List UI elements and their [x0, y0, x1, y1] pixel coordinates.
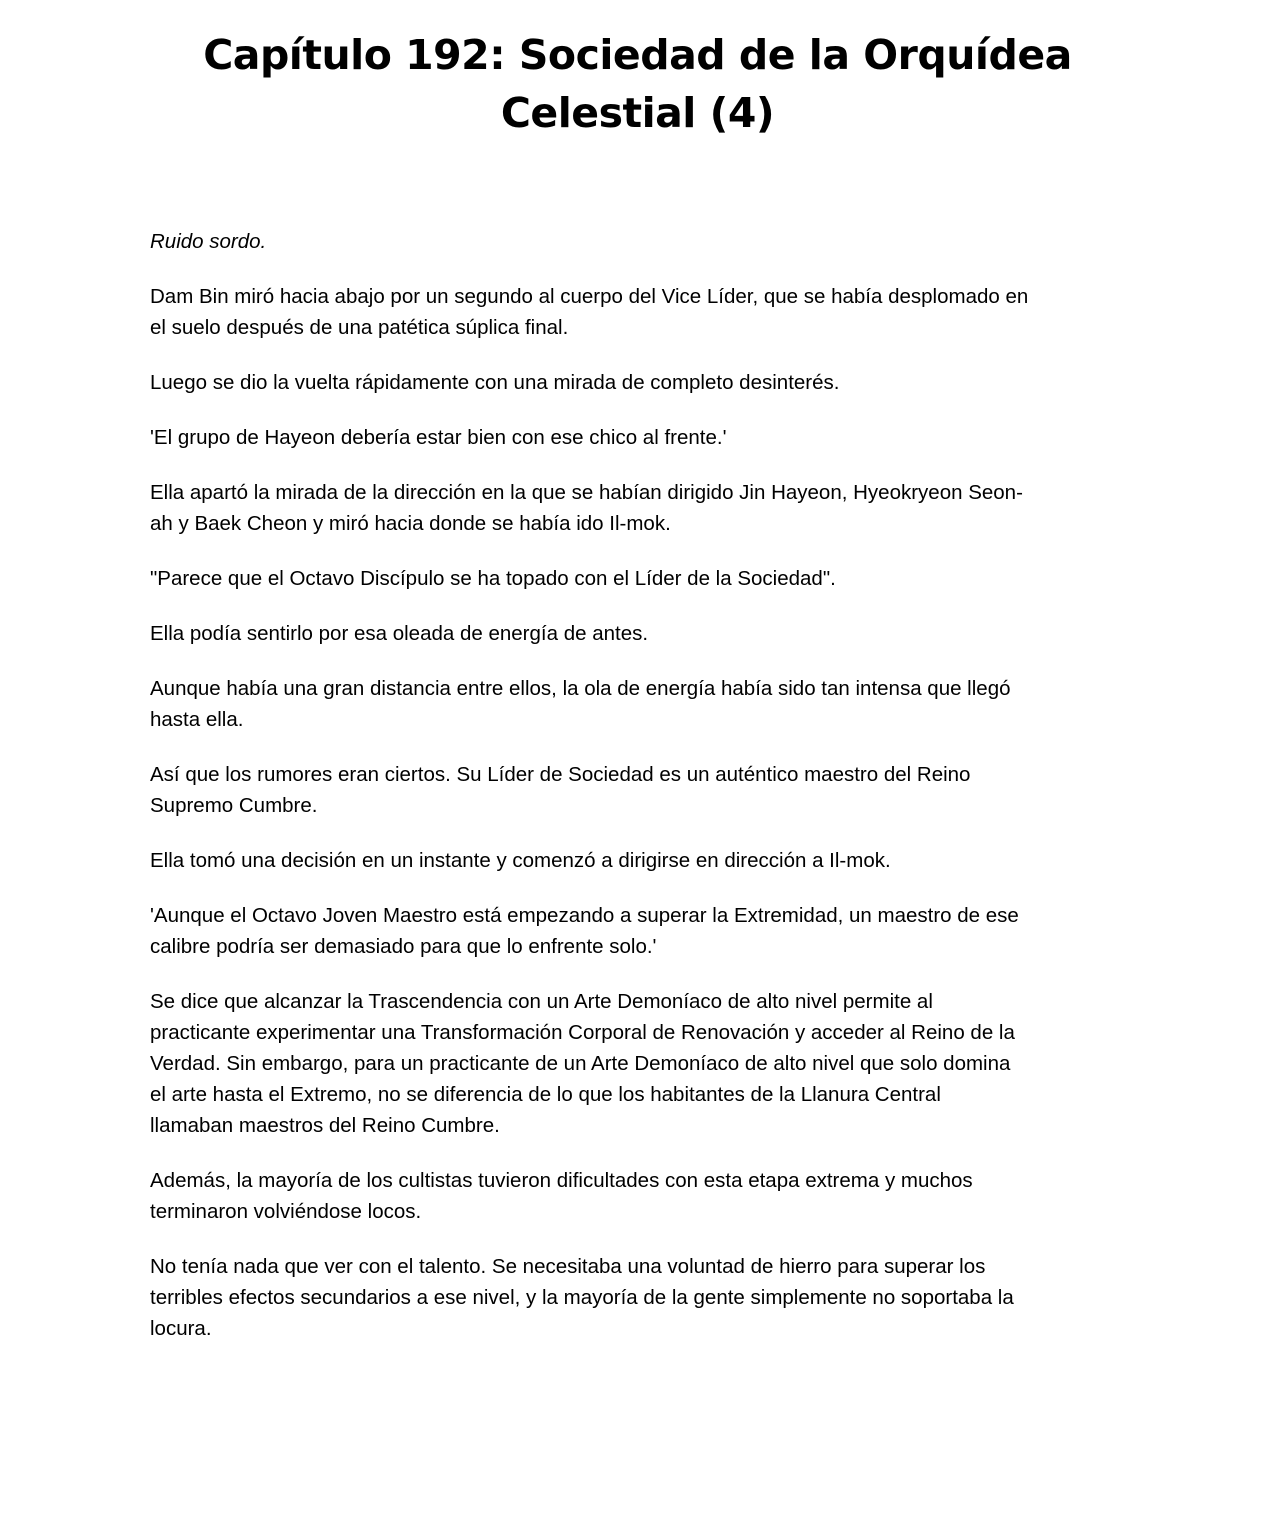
paragraph-line: Supremo Cumbre.: [150, 794, 318, 817]
paragraph-line: Así que los rumores eran ciertos. Su Líder de Sociedad es un auténtico maestro del Reino: [150, 763, 971, 786]
paragraph-line: Aunque había una gran distancia entre ellos, la ola de energía había sido tan intensa que llegó: [150, 677, 1011, 700]
chapter-body: [150, 226, 1125, 1368]
chapter-title: [150, 26, 1125, 142]
paragraph: [150, 986, 1125, 1141]
chapter-title-line: Capítulo 192: Sociedad de la Orquídea: [203, 31, 1072, 79]
paragraph-line: el arte hasta el Extremo, no se diferencia de lo que los habitantes de la Llanura Central: [150, 1083, 941, 1106]
paragraph-line: practicante experimentar una Transformación Corporal de Renovación y acceder al Reino de la: [150, 1021, 1015, 1044]
paragraph-line: 'El grupo de Hayeon debería estar bien con ese chico al frente.': [150, 426, 727, 449]
paragraph-line: ah y Baek Cheon y miró hacia donde se había ido Il-mok.: [150, 512, 671, 535]
paragraph: [150, 422, 1125, 453]
paragraph-line: hasta ella.: [150, 708, 244, 731]
paragraph-line: Luego se dio la vuelta rápidamente con una mirada de completo desinterés.: [150, 371, 840, 394]
paragraph-line: terminaron volviéndose locos.: [150, 1200, 422, 1223]
paragraph: [150, 759, 1125, 821]
paragraph-line: el suelo después de una patética súplica final.: [150, 316, 569, 339]
paragraph-line: Ruido sordo.: [150, 230, 267, 253]
paragraph-line: calibre podría ser demasiado para que lo enfrente solo.': [150, 935, 657, 958]
chapter-title-line: Celestial (4): [500, 89, 775, 137]
paragraph-line: "Parece que el Octavo Discípulo se ha topado con el Líder de la Sociedad".: [150, 567, 836, 590]
paragraph: [150, 563, 1125, 594]
paragraph-line: Además, la mayoría de los cultistas tuvieron dificultades con esta etapa extrema y muchos: [150, 1169, 973, 1192]
paragraph-line: Ella apartó la mirada de la dirección en la que se habían dirigido Jin Hayeon, Hyeokryeon Seon-: [150, 481, 1023, 504]
paragraph: [150, 673, 1125, 735]
paragraph: [150, 900, 1125, 962]
paragraph-line: llamaban maestros del Reino Cumbre.: [150, 1114, 500, 1137]
paragraph-line: Dam Bin miró hacia abajo por un segundo al cuerpo del Vice Líder, que se había desplomado en: [150, 285, 1029, 308]
paragraph: [150, 281, 1125, 343]
paragraph: [150, 226, 1125, 257]
paragraph-line: terribles efectos secundarios a ese nivel, y la mayoría de la gente simplemente no soportaba la: [150, 1286, 1014, 1309]
paragraph-line: No tenía nada que ver con el talento. Se necesitaba una voluntad de hierro para superar los: [150, 1255, 986, 1278]
paragraph: [150, 367, 1125, 398]
paragraph-line: Se dice que alcanzar la Trascendencia con un Arte Demoníaco de alto nivel permite al: [150, 990, 933, 1013]
paragraph-line: Ella tomó una decisión en un instante y comenzó a dirigirse en dirección a Il-mok.: [150, 849, 891, 872]
paragraph-line: Ella podía sentirlo por esa oleada de energía de antes.: [150, 622, 649, 645]
paragraph-line: Verdad. Sin embargo, para un practicante de un Arte Demoníaco de alto nivel que solo domina: [150, 1052, 1011, 1075]
paragraph-line: locura.: [150, 1317, 212, 1340]
paragraph-line: 'Aunque el Octavo Joven Maestro está empezando a superar la Extremidad, un maestro de ese: [150, 904, 1019, 927]
paragraph: [150, 1165, 1125, 1227]
paragraph: [150, 845, 1125, 876]
paragraph: [150, 618, 1125, 649]
paragraph: [150, 477, 1125, 539]
paragraph: [150, 1251, 1125, 1344]
